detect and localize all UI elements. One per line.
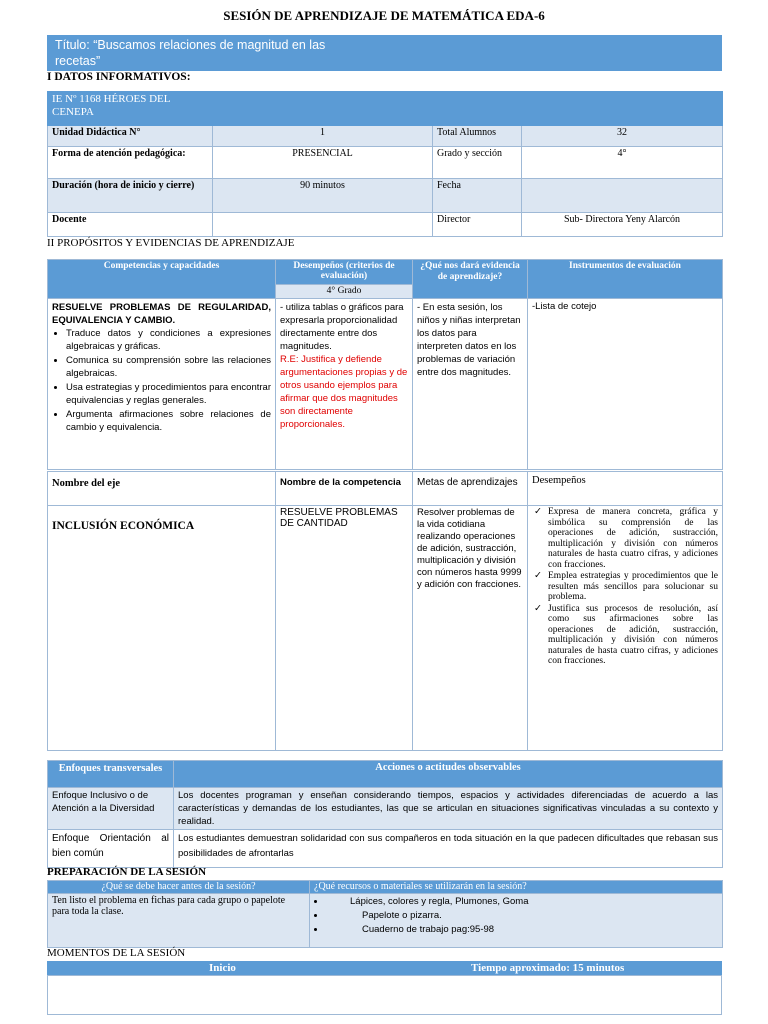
info-value2: 4° xyxy=(522,147,723,179)
preparation-heading: PREPARACIÓN DE LA SESIÓN xyxy=(47,866,207,878)
col-header: Competencias y capacidades xyxy=(48,260,276,299)
material-item: • Lápices, colores y regla, Plumones, Goma xyxy=(326,895,718,908)
session-title-line1: Título: “Buscamos relaciones de magnitud en las xyxy=(55,38,326,52)
info-table xyxy=(47,91,723,237)
instrument-cell: -Lista de cotejo xyxy=(528,299,723,470)
performance-item-text: Justifica sus procesos de resolución, así como sus afirmaciones sobre las operaciones de adición, sustracción, multiplicación y división con números naturales de hasta cuatro cifras, y adiciones con fracciones. xyxy=(548,603,718,666)
evidence-cell: - En esta sesión, los niños y niñas interpretan los datos para interpreten datos en los problemas de variación entre dos magnitudes. xyxy=(413,299,528,470)
capacity-item: • Comunica su comprensión sobre las relaciones algebraicas. xyxy=(66,354,271,380)
section1-heading: I DATOS INFORMATIVOS: xyxy=(47,71,191,83)
check-icon: ✓ xyxy=(534,603,542,614)
preparation-materials xyxy=(310,894,723,948)
school-name: IE Nº 1168 HÉROES DEL CENEPA xyxy=(52,93,171,118)
info-value: 1 xyxy=(213,126,433,147)
competency-cell xyxy=(48,299,276,470)
info-label: Duración (hora de inicio y cierre) xyxy=(48,179,213,213)
purposes-table xyxy=(47,259,723,470)
info-value: 90 minutos xyxy=(213,179,433,213)
info-label2: Fecha xyxy=(433,179,522,213)
axis-table xyxy=(47,471,723,751)
performance-text: - utiliza tablas o gráficos para expresarla proporcionalidad directamente entre dos magnitudes. xyxy=(280,302,404,352)
materials-list xyxy=(314,895,718,936)
approach-text: Los estudiantes demuestran solidaridad con sus compañeros en toda situación en la que padecen dificultades que rebasan sus posibilidades de afrontarlas xyxy=(174,830,723,868)
info-row xyxy=(48,213,723,237)
check-icon: ✓ xyxy=(534,507,542,517)
preparation-table xyxy=(47,880,723,948)
moments-bar xyxy=(47,961,722,975)
performance-item xyxy=(532,604,718,667)
info-value xyxy=(213,213,433,237)
capacity-item: • Traduce datos y condiciones a expresiones algebraicas y gráficas. xyxy=(66,327,271,353)
col-header: Desempeños (criterios de evaluación) xyxy=(276,260,413,285)
axis-header: Nombre del eje xyxy=(48,472,276,506)
preparation-before xyxy=(48,894,310,948)
approach-name: Enfoque Inclusivo o de Atención a la Diversidad xyxy=(48,788,174,830)
axis-goal: Resolver problemas de la vida cotidiana realizando operaciones de adición, sustracción, multiplicación y división con números hasta 9999 y adición con fracciones. xyxy=(413,506,528,751)
section2-heading: II PROPÓSITOS Y EVIDENCIAS DE APRENDIZAJE xyxy=(47,237,295,249)
competency-title: RESUELVE PROBLEMAS DE REGULARIDAD, EQUIVALENCIA Y CAMBIO. xyxy=(52,302,271,326)
col-header: ¿Qué nos dará evidencia de aprendizaje? xyxy=(413,260,528,299)
performance-item xyxy=(532,507,718,570)
page-title: SESIÓN DE APRENDIZAJE DE MATEMÁTICA EDA-6 xyxy=(223,8,545,23)
moments-heading: MOMENTOS DE LA SESIÓN xyxy=(47,947,186,959)
session-title-bar xyxy=(47,35,722,71)
info-value: PRESENCIAL xyxy=(213,147,433,179)
performance-cell xyxy=(276,299,413,470)
info-row xyxy=(48,147,723,179)
check-icon: ✓ xyxy=(534,571,542,581)
axis-performances xyxy=(528,506,723,751)
moment-start: Inicio xyxy=(209,962,236,974)
material-item: • Cuaderno de trabajo pag:95-98 xyxy=(326,923,718,936)
info-value2: Sub- Directora Yeny Alarcón xyxy=(522,213,723,237)
preparation-before-line: Ten listo el problema en fichas para cada grupo o papelote xyxy=(52,895,286,906)
info-value2: 32 xyxy=(522,126,723,147)
approach-name: Enfoque Orientación al bien común xyxy=(48,830,174,868)
grade-cell: 4° Grado xyxy=(276,285,413,299)
performances-list xyxy=(532,507,718,667)
preparation-header: ¿Qué recursos o materiales se utilizarán en la sesión? xyxy=(310,881,723,894)
axis-header: Desempeños xyxy=(528,472,723,506)
approach-text: Los docentes programan y enseñan considerando tiempos, espacios y actividades diferenciadas de acuerdo a las características y demandas de los estudiantes, las que se articulan en situaciones significativas vinculadas a su contexto y realidad. xyxy=(174,788,723,830)
info-label2: Grado y sección xyxy=(433,147,522,179)
approaches-table xyxy=(47,760,723,868)
session-title-line2: recetas” xyxy=(55,54,101,68)
info-label2: Total Alumnos xyxy=(433,126,522,147)
info-value2 xyxy=(522,179,723,213)
performance-item xyxy=(532,571,718,603)
info-label2: Director xyxy=(433,213,522,237)
capacities-list xyxy=(52,327,271,434)
axis-competency: RESUELVE PROBLEMAS DE CANTIDAD xyxy=(276,506,413,751)
capacity-item: • Argumenta afirmaciones sobre relaciones de cambio y equivalencia. xyxy=(66,408,271,434)
preparation-before-line: para toda la clase. xyxy=(52,906,124,917)
axis-header: Metas de aprendizajes xyxy=(413,472,528,506)
info-label: Forma de atención pedagógica: xyxy=(48,147,213,179)
performance-item-text: Emplea estrategias y procedimientos que le resulten más sencillos para solucionar su problema. xyxy=(548,571,718,602)
performance-red-text: R.E: Justifica y defiende argumentaciones propias y de otros usando ejemplos para afirmar que dos magnitudes son directamente proporcionales. xyxy=(280,354,408,430)
info-label: Unidad Didáctica N° xyxy=(48,126,213,147)
approaches-header: Enfoques transversales xyxy=(48,761,174,788)
axis-header: Nombre de la competencia xyxy=(276,472,413,506)
info-row xyxy=(48,126,723,147)
capacity-item: • Usa estrategias y procedimientos para encontrar equivalencias y reglas generales. xyxy=(66,381,271,407)
info-label: Docente xyxy=(48,213,213,237)
approaches-header: Acciones o actitudes observables xyxy=(174,761,723,788)
info-row xyxy=(48,179,723,213)
moment-time: Tiempo aproximado: 15 minutos xyxy=(471,962,625,974)
moments-empty-row xyxy=(47,975,722,1015)
material-item: • Papelote o pizarra. xyxy=(326,909,718,922)
performance-item-text: Expresa de manera concreta, gráfica y simbólica su comprensión de las operaciones de adición, sustracción, multiplicación y división con números naturales de hasta cuatro cifras, y adiciones con fracciones. xyxy=(548,507,718,570)
axis-name: INCLUSIÓN ECONÓMICA xyxy=(48,506,276,751)
col-header: Instrumentos de evaluación xyxy=(528,260,723,299)
preparation-header: ¿Qué se debe hacer antes de la sesión? xyxy=(48,881,310,894)
